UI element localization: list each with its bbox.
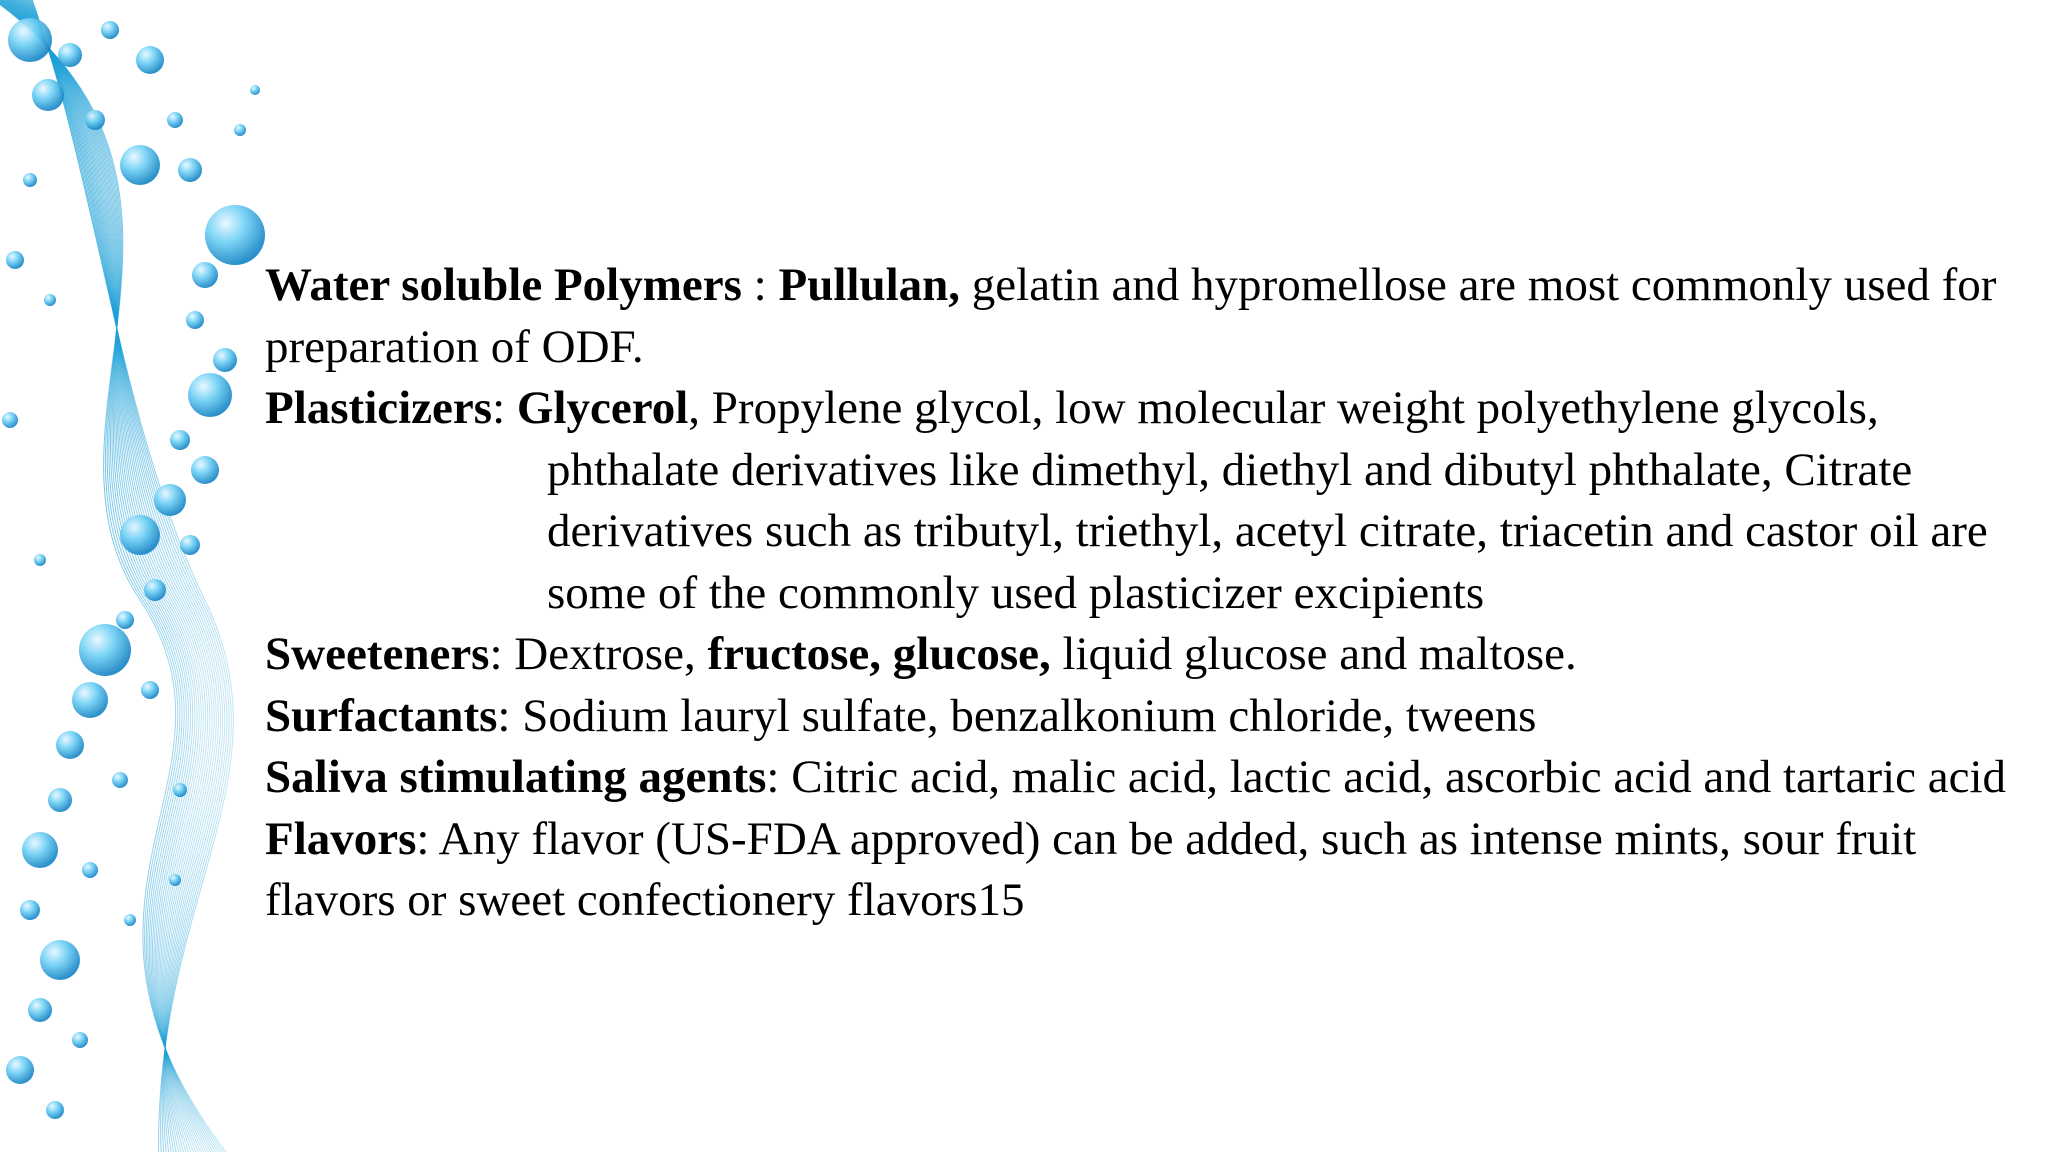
- bubble-shape: [2, 412, 18, 428]
- bubble-shape: [32, 79, 64, 111]
- bubble-shape: [56, 731, 84, 759]
- bubble-shape: [6, 1056, 34, 1084]
- bubble-shape: [191, 456, 219, 484]
- bubble-shape: [72, 682, 108, 718]
- bubble-shape: [120, 145, 160, 185]
- bubble-shape: [58, 43, 82, 67]
- bubble-shape: [85, 110, 105, 130]
- bubble-shape: [167, 112, 183, 128]
- bubble-shape: [124, 914, 136, 926]
- bubble-shape: [154, 484, 186, 516]
- bubble-shape: [34, 554, 46, 566]
- bubble-shape: [101, 21, 119, 39]
- bubble-shape: [28, 998, 52, 1022]
- bubble-shape: [136, 46, 164, 74]
- bubble-shape: [186, 311, 204, 329]
- highlight-text: fructose, glucose,: [707, 628, 1051, 680]
- bubble-shape: [82, 862, 98, 878]
- highlight-text: Glycerol: [516, 382, 689, 434]
- bubble-shape: [23, 173, 37, 187]
- bubble-shape: [46, 1101, 64, 1119]
- wave-line: [0, 0, 240, 1152]
- bubble-shape: [205, 205, 265, 265]
- bubble-shape: [44, 294, 56, 306]
- item-plasticizers: [265, 378, 2035, 624]
- bubble-shape: [141, 681, 159, 699]
- item-text: : Any flavor (US-FDA approved) can be added, such as intense mints, sour fruit flavors or sweet confectionery flavors15: [265, 812, 1917, 926]
- bubble-shape: [79, 624, 131, 676]
- term-label: Water soluble Polymers: [265, 259, 742, 311]
- item-surfactants: [265, 686, 2035, 748]
- bubble-shape: [22, 832, 58, 868]
- bubble-shape: [170, 430, 190, 450]
- bubble-shape: [40, 940, 80, 980]
- bubble-shape: [178, 158, 202, 182]
- bubble-shape: [120, 515, 160, 555]
- bubble-shape: [112, 772, 128, 788]
- term-label: Surfactants: [265, 689, 498, 742]
- bubble-shape: [72, 1032, 88, 1048]
- bubble-shape: [173, 783, 187, 797]
- slide-body: [265, 255, 2035, 932]
- bubble-shape: [213, 348, 237, 372]
- item-text: : Citric acid, malic acid, lactic acid, ascorbic acid and tartaric acid: [766, 751, 2007, 803]
- item-text: gelatin and hypromellose are most commonly used for preparation of ODF.: [265, 259, 1997, 373]
- term-label: Saliva stimulating agents: [265, 751, 767, 803]
- item-sweeteners: [265, 624, 2035, 686]
- bubble-shape: [144, 579, 166, 601]
- item-water-soluble-polymers: [265, 255, 2035, 378]
- bubble-shape: [6, 251, 24, 269]
- bubble-shape: [188, 373, 232, 417]
- separator: :: [741, 259, 779, 311]
- term-label: Sweeteners: [265, 628, 490, 680]
- bubble-shape: [234, 124, 246, 136]
- item-text: : Sodium lauryl sulfate, benzalkonium chloride, tweens: [497, 689, 1537, 742]
- bubble-shape: [48, 788, 72, 812]
- bubble-shape: [192, 262, 218, 288]
- bubble-shape: [180, 535, 200, 555]
- item-saliva-stimulating-agents: [265, 747, 2035, 809]
- bubble-shape: [116, 611, 134, 629]
- bubble-shape: [8, 18, 52, 62]
- term-label: Plasticizers: [265, 382, 493, 434]
- separator: :: [492, 382, 517, 434]
- bubble-shape: [169, 874, 181, 886]
- bubble-shape: [250, 85, 260, 95]
- item-text: , Propylene glycol, low molecular weight polyethylene glycols, phthalate derivatives like dimethyl, diethyl and dibutyl phthalate, Citrate derivatives such as tributyl, triethyl, acetyl citrate, triacetin and castor oil are some of the commonly used plasticizer excipients: [547, 382, 1988, 619]
- item-flavors: [265, 809, 2035, 932]
- term-label: Flavors: [265, 812, 417, 865]
- separator: : Dextrose,: [489, 628, 708, 680]
- highlight-text: Pullulan,: [778, 259, 961, 311]
- item-text: liquid glucose and maltose.: [1050, 628, 1577, 680]
- bubble-shape: [20, 900, 40, 920]
